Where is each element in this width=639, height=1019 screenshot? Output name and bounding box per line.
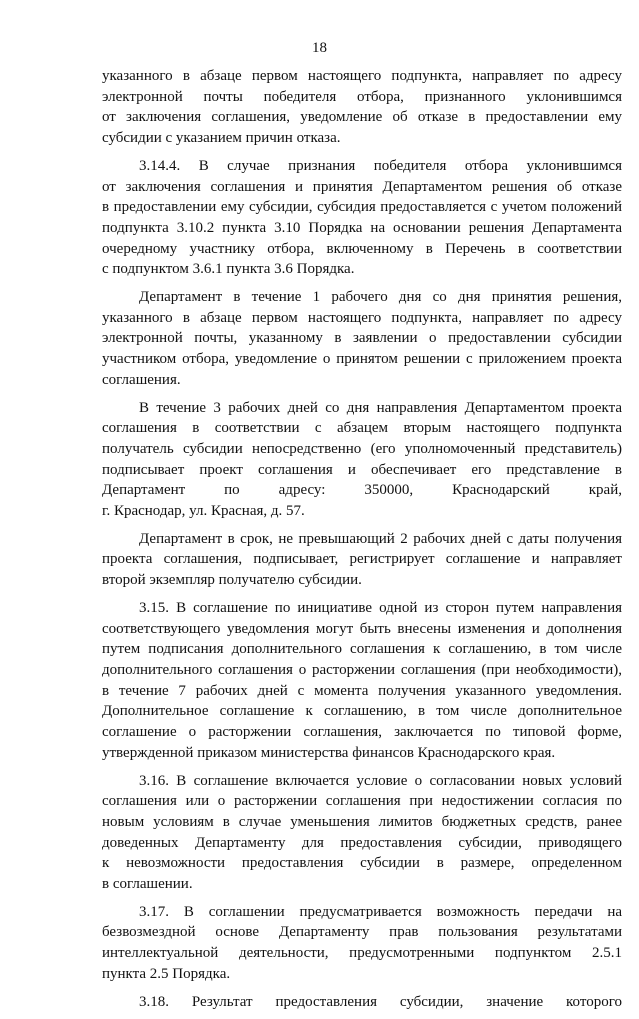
paragraph (102, 529, 622, 591)
text-line: Дополнительное соглашение к соглашению, в том числе дополнительное (102, 703, 622, 720)
text-line: г. Краснодар, ул. Красная, д. 57. (102, 503, 305, 520)
paragraph (102, 902, 622, 985)
text-line: участником отбора, уведомление о принятом решении с приложением проекта (102, 351, 622, 368)
paragraph (102, 66, 622, 149)
text-line: очередному участнику отбора, включенному в Перечень в соответствии (102, 240, 622, 257)
text-line: путем подписания дополнительного соглашения к соглашению, в том числе (102, 641, 622, 658)
text-line: новым условиям в случае уменьшения лимитов бюджетных средств, ранее (102, 813, 622, 830)
text-line: в течение 7 рабочих дней с момента получения указанного уведомления. (102, 682, 622, 699)
text-line: от заключения соглашения, уведомление об отказе в предоставлении ему (102, 109, 622, 126)
text-line: Департамент по адресу: 350000, Краснодарский край, (102, 482, 622, 499)
text-line: утвержденной приказом министерства финансов Краснодарского края. (102, 744, 556, 761)
text-line: проекта соглашения, подписывает, регистрирует соглашение и направляет (102, 551, 622, 568)
document-body (102, 66, 622, 1019)
text-line: безвозмездной основе Департаменту прав пользования результатами (102, 924, 622, 941)
text-line: соглашения в соответствии с абзацем вторым настоящего подпункта (102, 420, 622, 437)
text-line: получатель субсидии непосредственно (его уполномоченный представитель) (102, 440, 622, 457)
text-line: в предоставлении ему субсидии, субсидия предоставляется с учетом положений (102, 199, 622, 216)
text-line: указанного в абзаце первом настоящего подпункта, направляет по адресу (102, 309, 622, 326)
text-line: доведенных Департаменту для предоставления субсидии, приводящего (102, 834, 622, 851)
text-line: в соглашении. (102, 876, 193, 893)
paragraph (102, 156, 622, 280)
text-line: второй экземпляр получателю субсидии. (102, 572, 362, 589)
text-line: подпункта 3.10.2 пункта 3.10 Порядка на основании решения Департамента (102, 219, 622, 236)
text-line: 3.16. В соглашение включается условие о согласовании новых условий (139, 772, 622, 789)
text-line: 3.15. В соглашение по инициативе одной из сторон путем направления (139, 599, 622, 616)
text-line: интеллектуальной деятельности, предусмотренными подпунктом 2.5.1 (102, 945, 622, 962)
text-line: Департамент в срок, не превышающий 2 рабочих дней с даты получения (139, 530, 622, 547)
text-line: соглашение о расторжении соглашения, заключается по типовой форме, (102, 724, 622, 741)
text-line: подписывает проект соглашения и обеспечивает его представление в (102, 461, 622, 478)
paragraph (102, 598, 622, 764)
text-line: В течение 3 рабочих дней со дня направления Департаментом проекта (139, 399, 622, 416)
paragraph (102, 287, 622, 391)
text-line: указанного в абзаце первом настоящего подпункта, направляет по адресу (102, 68, 622, 84)
text-line: дополнительного соглашения о расторжении соглашения (при необходимости), (102, 661, 622, 678)
text-line: 3.14.4. В случае признания победителя отбора уклонившимся (139, 157, 622, 174)
text-line: к невозможности предоставления субсидии в размере, определенном (102, 855, 622, 872)
text-line: от заключения соглашения и принятия Департаментом решения об отказе (102, 178, 622, 195)
text-line: соответствующего уведомления могут быть внесены изменения и дополнения (102, 620, 622, 637)
text-line: пункта 2.5 Порядка. (102, 965, 231, 982)
paragraph (102, 771, 622, 895)
paragraph (102, 992, 622, 1013)
text-line: соглашения. (102, 371, 181, 388)
text-line: электронной почты, указанному в заявлении о предоставлении субсидии (102, 330, 622, 347)
text-line: 3.18. Результат предоставления субсидии, значение которого (139, 993, 622, 1010)
text-line: 3.17. В соглашении предусматривается возможность передачи на (139, 903, 622, 920)
text-line: с подпунктом 3.6.1 пункта 3.6 Порядка. (102, 261, 355, 278)
paragraph (102, 398, 622, 522)
text-line: субсидии с указанием причин отказа. (102, 130, 341, 147)
page-number: 18 (312, 40, 327, 56)
text-line: Департамент в течение 1 рабочего дня со дня принятия решения, (139, 289, 622, 306)
text-line: электронной почты победителя отбора, признанного уклонившимся (102, 88, 622, 105)
text-line: соглашения или о расторжении соглашения при недостижении согласия по (102, 793, 622, 810)
